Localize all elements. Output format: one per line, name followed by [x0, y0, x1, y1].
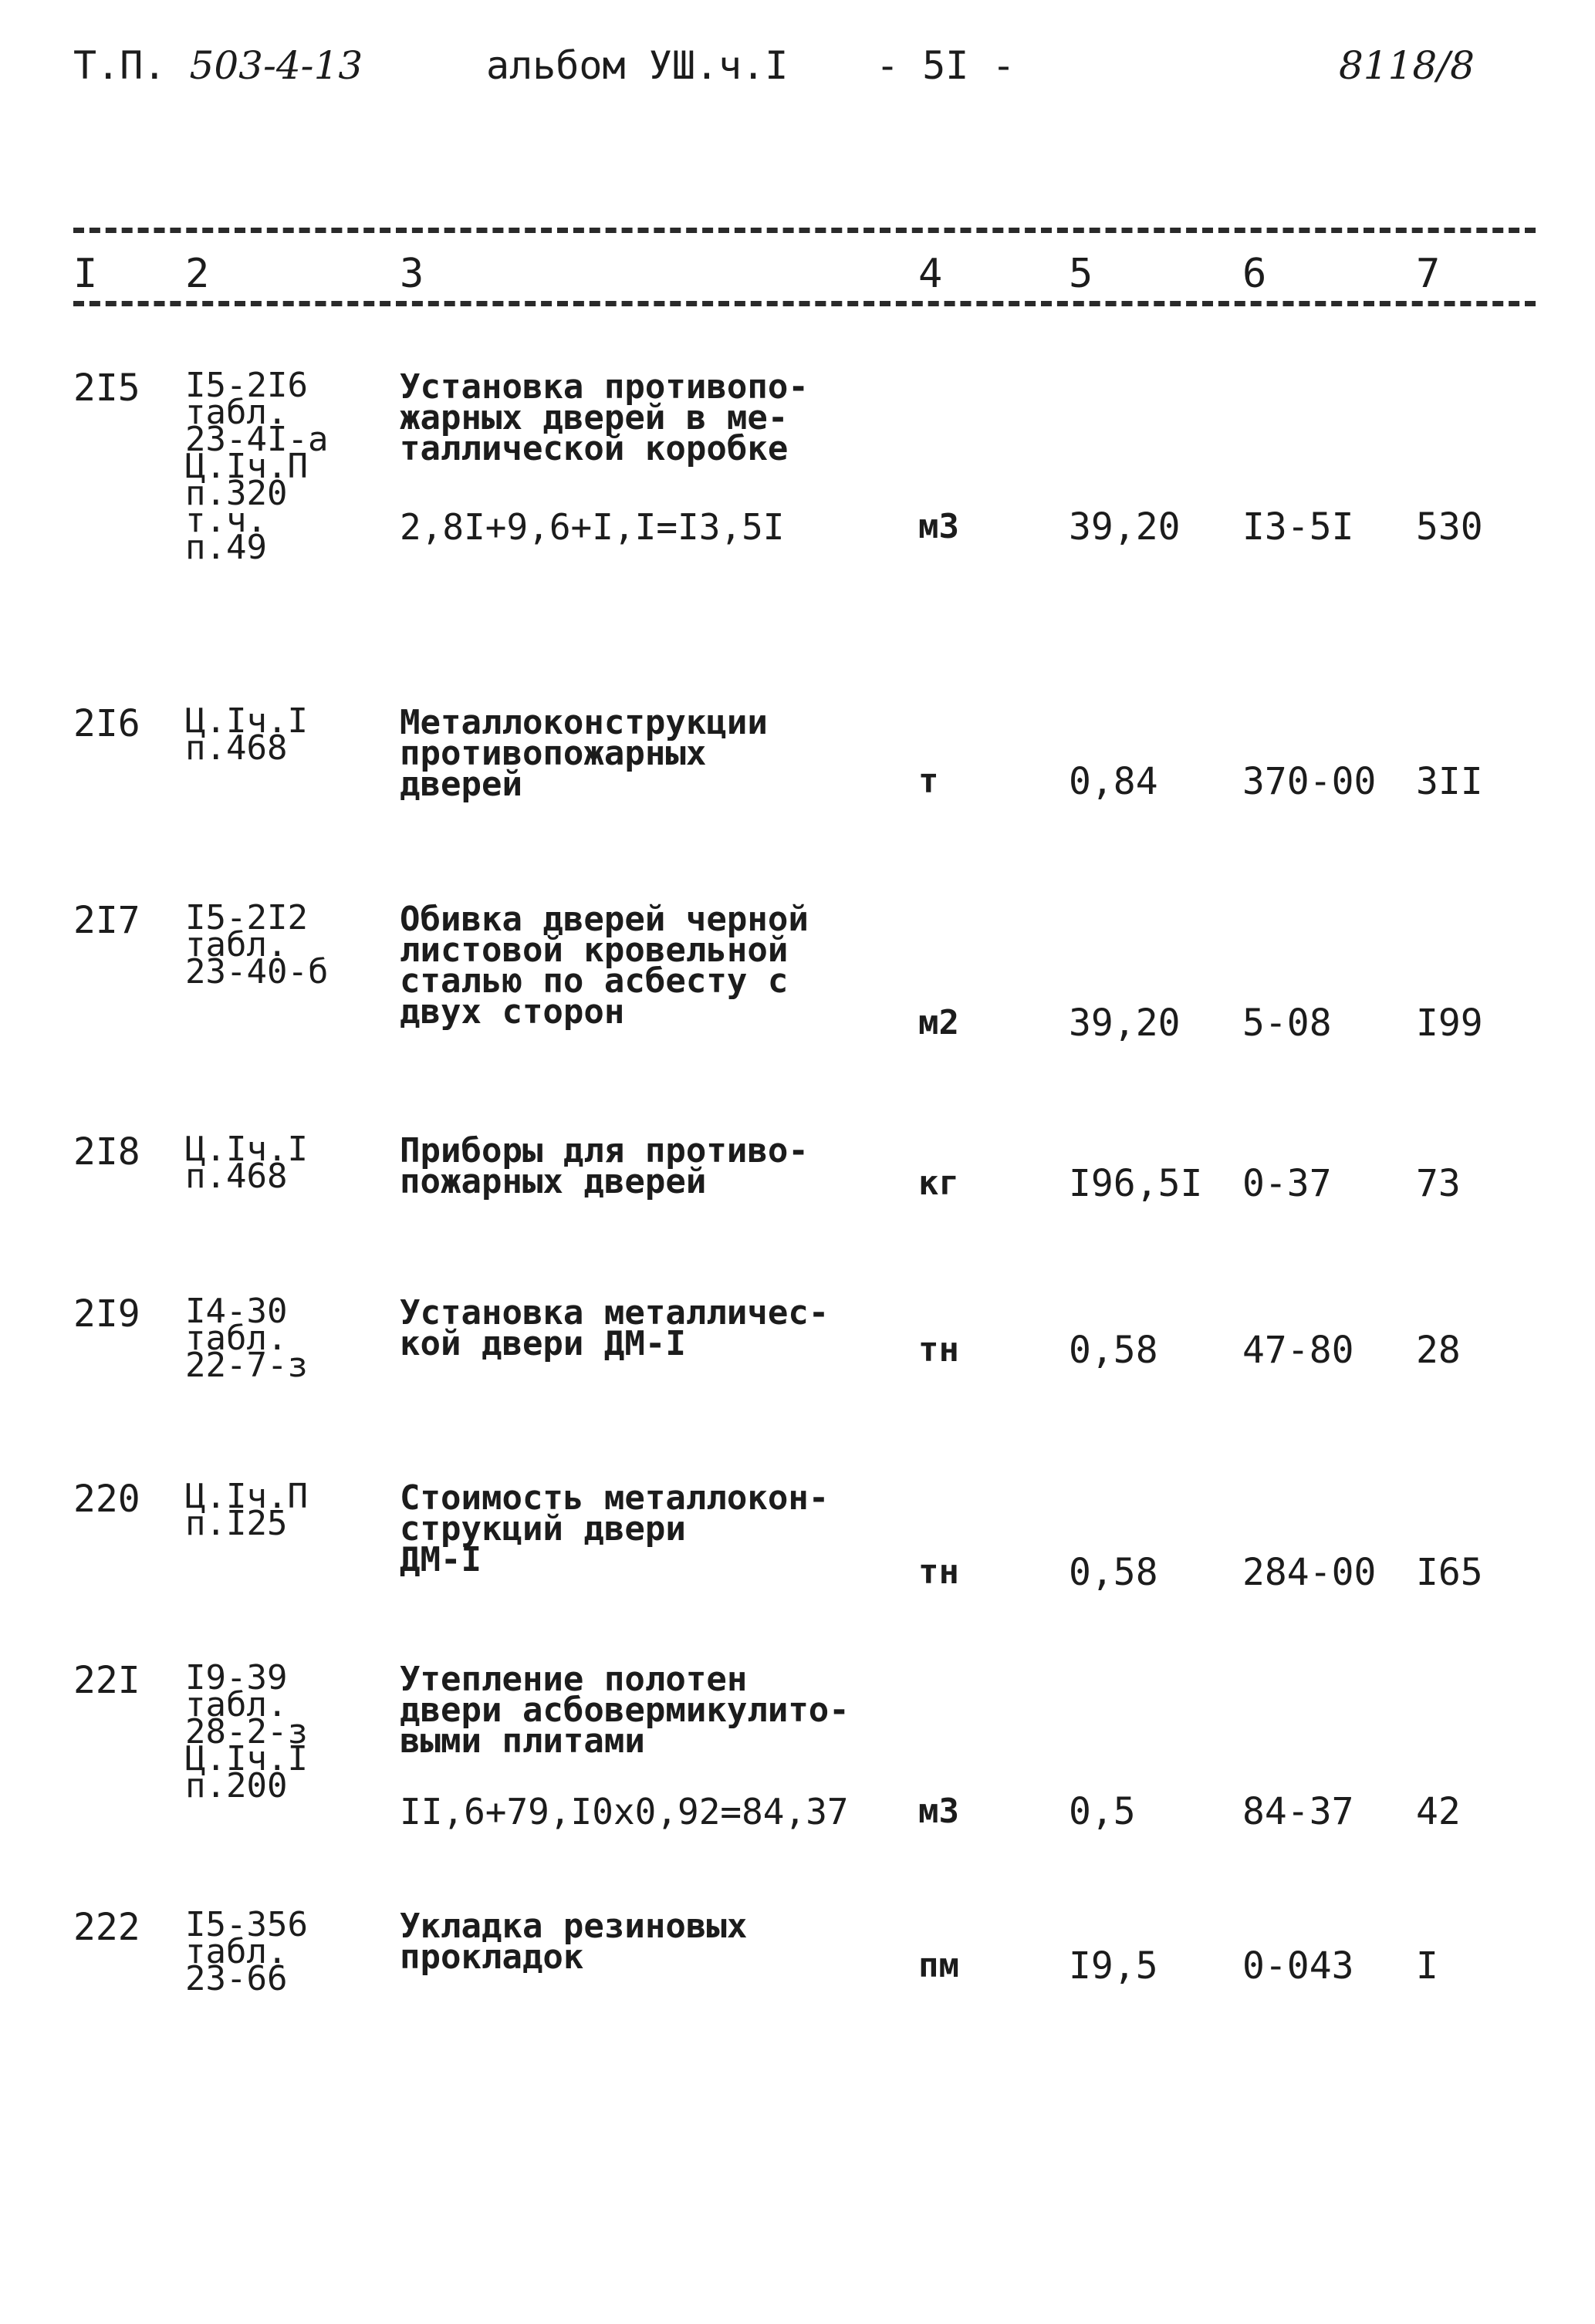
unit-price: I3-5I [1242, 505, 1354, 549]
work-description: Установка противопо- жарных дверей в ме- таллической коробке [400, 367, 809, 468]
unit-of-measure: т [918, 762, 939, 801]
row-number: 2I5 [73, 367, 140, 410]
work-description: Стоимость металлокон- струкций двери ДМ-I [400, 1478, 830, 1579]
column-number-4: 4 [918, 251, 943, 297]
volume-formula: II,6+79,I0x0,92=84,37 [400, 1791, 849, 1833]
total-cost: 73 [1416, 1162, 1461, 1205]
unit-price: 47-80 [1242, 1329, 1354, 1372]
quantity: 39,20 [1069, 1002, 1181, 1045]
norm-reference: Ц.Iч.I п.468 [185, 1130, 308, 1196]
work-description: Металлоконструкции противопожарных дверей [400, 703, 768, 804]
unit-price: 284-00 [1242, 1551, 1377, 1594]
unit-of-measure: м2 [918, 1003, 959, 1042]
unit-price: 5-08 [1242, 1002, 1332, 1045]
unit-of-measure: кг [918, 1164, 959, 1203]
norm-reference: I5-2I6 табл. 23-4I-а Ц.Iч.П п.320 т.ч. п.49 [185, 366, 329, 567]
project-prefix: Т.П. [73, 43, 167, 88]
quantity: 0,5 [1069, 1790, 1136, 1833]
norm-reference: Ц.Iч.I п.468 [185, 701, 308, 768]
work-description: Укладка резиновых прокладок [400, 1907, 748, 1977]
unit-of-measure: пм [918, 1946, 959, 1985]
row-number: 2I6 [73, 702, 140, 745]
total-cost: I [1416, 1944, 1438, 1988]
total-cost: 42 [1416, 1790, 1461, 1833]
norm-reference: Ц.Iч.П п.I25 [185, 1477, 308, 1543]
quantity: I9,5 [1069, 1944, 1158, 1988]
album-label: альбом УШ.ч.I [486, 43, 789, 88]
column-number-6: 6 [1242, 251, 1267, 297]
norm-reference: I9-39 табл. 28-2-з Ц.Iч.I п.200 [185, 1658, 308, 1805]
column-number-1: I [73, 251, 98, 297]
column-number-2: 2 [185, 251, 210, 297]
quantity: 0,58 [1069, 1551, 1158, 1594]
row-number: 222 [73, 1906, 140, 1949]
norm-reference: I5-356 табл. 23-66 [185, 1905, 308, 1998]
unit-price: 370-00 [1242, 760, 1377, 803]
volume-formula: 2,8I+9,6+I,I=I3,5I [400, 506, 785, 548]
page-number: - 5I - [876, 43, 1015, 88]
quantity: 0,58 [1069, 1329, 1158, 1372]
work-description: Установка металличес- кой двери ДМ-I [400, 1293, 830, 1363]
quantity: I96,5I [1069, 1162, 1203, 1205]
table-header-rule [73, 301, 1536, 306]
total-cost: 28 [1416, 1329, 1461, 1372]
row-number: 2I8 [73, 1130, 140, 1174]
column-number-5: 5 [1069, 251, 1093, 297]
row-number: 220 [73, 1478, 140, 1521]
total-cost: 530 [1416, 505, 1483, 549]
total-cost: I99 [1416, 1002, 1483, 1045]
unit-of-measure: м3 [918, 1792, 959, 1831]
unit-price: 0-37 [1242, 1162, 1332, 1205]
table-top-rule [73, 228, 1536, 233]
work-description: Утепление полотен двери асбовермикулито- выми плитами [400, 1660, 850, 1761]
total-cost: I65 [1416, 1551, 1483, 1594]
unit-of-measure: тн [918, 1552, 959, 1592]
unit-of-measure: м3 [918, 507, 959, 546]
row-number: 22I [73, 1659, 140, 1702]
norm-reference: I5-2I2 табл. 23-40-б [185, 898, 329, 991]
project-code [73, 39, 363, 93]
project-number: 503-4-13 [189, 43, 363, 88]
quantity: 0,84 [1069, 760, 1158, 803]
total-cost: 3II [1416, 760, 1483, 803]
archive-number: 8118/8 [1339, 43, 1475, 88]
row-number: 2I9 [73, 1292, 140, 1336]
column-number-3: 3 [400, 251, 424, 297]
column-number-7: 7 [1416, 251, 1441, 297]
unit-of-measure: тн [918, 1330, 959, 1370]
unit-price: 84-37 [1242, 1790, 1354, 1833]
row-number: 2I7 [73, 899, 140, 942]
work-description: Обивка дверей черной листовой кровельной сталью по асбесту с двух сторон [400, 900, 809, 1032]
norm-reference: I4-30 табл. 22-7-з [185, 1292, 308, 1385]
quantity: 39,20 [1069, 505, 1181, 549]
unit-price: 0-043 [1242, 1944, 1354, 1988]
work-description: Приборы для противо- пожарных дверей [400, 1131, 809, 1201]
